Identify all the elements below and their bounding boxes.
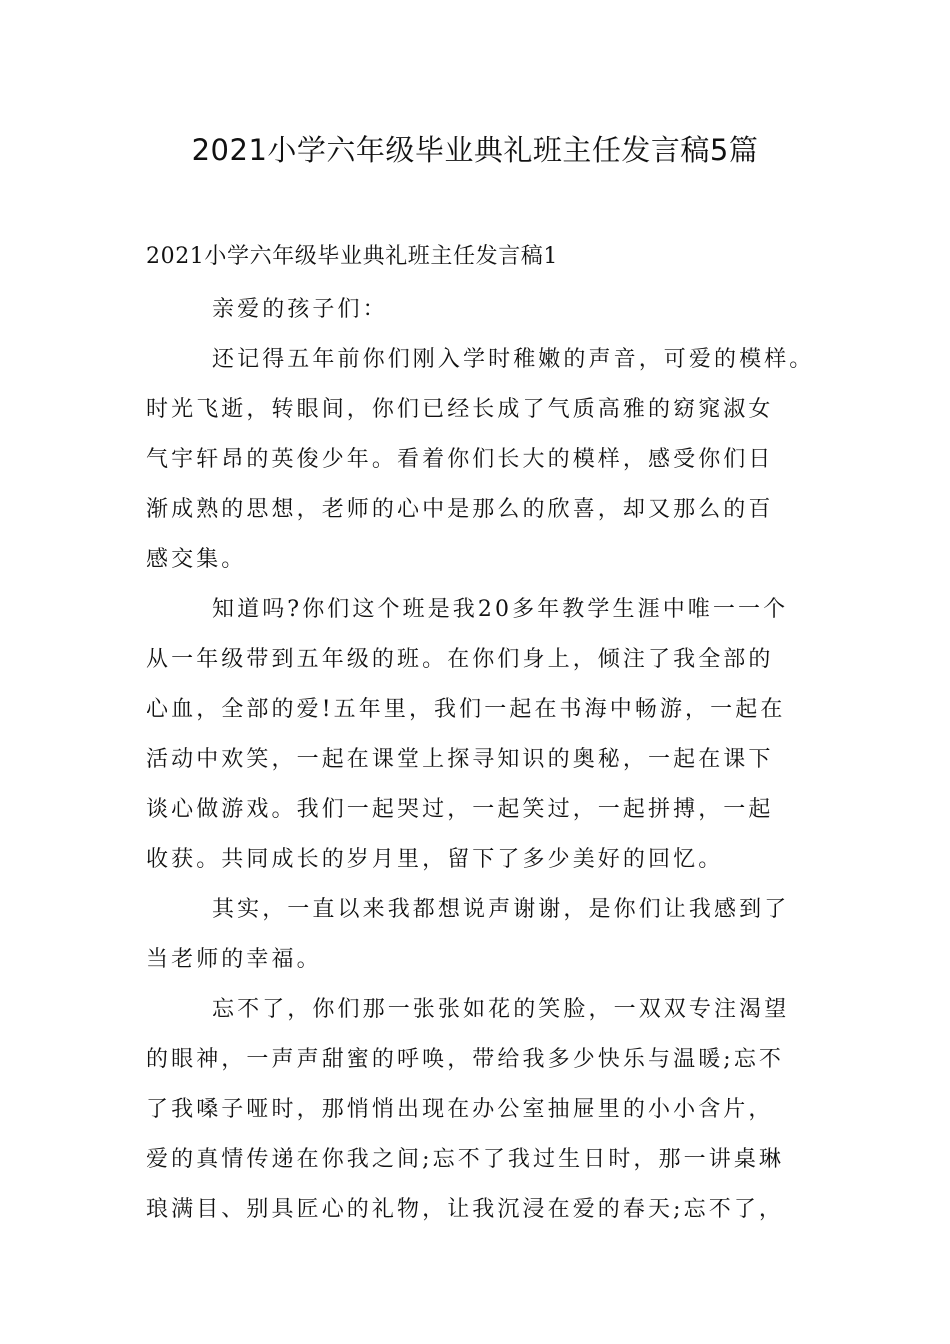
body-line: 心血，全部的爱!五年里，我们一起在书海中畅游，一起在 bbox=[146, 697, 786, 722]
body-line: 了我嗓子哑时，那悄悄出现在办公室抽屉里的小小含片， bbox=[146, 1097, 774, 1122]
body-line: 忘不了，你们那一张张如花的笑脸，一双双专注渴望 bbox=[212, 997, 790, 1022]
body-line: 其实，一直以来我都想说声谢谢，是你们让我感到了 bbox=[212, 897, 790, 922]
document-title: 2021小学六年级毕业典礼班主任发言稿5篇 bbox=[191, 133, 759, 167]
body-line: 渐成熟的思想，老师的心中是那么的欣喜，却又那么的百 bbox=[146, 497, 774, 522]
body-line: 感交集。 bbox=[146, 547, 247, 572]
body-line: 亲爱的孩子们： bbox=[212, 297, 388, 322]
body-line: 时光飞逝，转眼间，你们已经长成了气质高雅的窈窕淑女 bbox=[146, 397, 774, 422]
body-line: 的眼神，一声声甜蜜的呼唤，带给我多少快乐与温暖;忘不 bbox=[146, 1047, 785, 1072]
body-line: 当老师的幸福。 bbox=[146, 947, 322, 972]
body-line: 从一年级带到五年级的班。在你们身上，倾注了我全部的 bbox=[146, 647, 774, 672]
body-line: 知道吗?你们这个班是我20多年教学生涯中唯一一个 bbox=[212, 597, 789, 622]
body-line: 气宇轩昂的英俊少年。看着你们长大的模样，感受你们日 bbox=[146, 447, 774, 472]
body-line: 爱的真情传递在你我之间;忘不了我过生日时，那一讲桌琳 bbox=[146, 1147, 785, 1172]
body-line: 谈心做游戏。我们一起哭过，一起笑过，一起拼搏，一起 bbox=[146, 797, 774, 822]
article-body bbox=[146, 232, 816, 1235]
body-line: 琅满目、别具匠心的礼物，让我沉浸在爱的春天;忘不了， bbox=[146, 1197, 785, 1222]
body-line: 收获。共同成长的岁月里，留下了多少美好的回忆。 bbox=[146, 847, 724, 872]
body-line: 还记得五年前你们刚入学时稚嫩的声音，可爱的模样。 bbox=[212, 347, 815, 372]
section-heading: 2021小学六年级毕业典礼班主任发言稿1 bbox=[146, 244, 558, 269]
body-line: 活动中欢笑，一起在课堂上探寻知识的奥秘，一起在课下 bbox=[146, 747, 774, 772]
